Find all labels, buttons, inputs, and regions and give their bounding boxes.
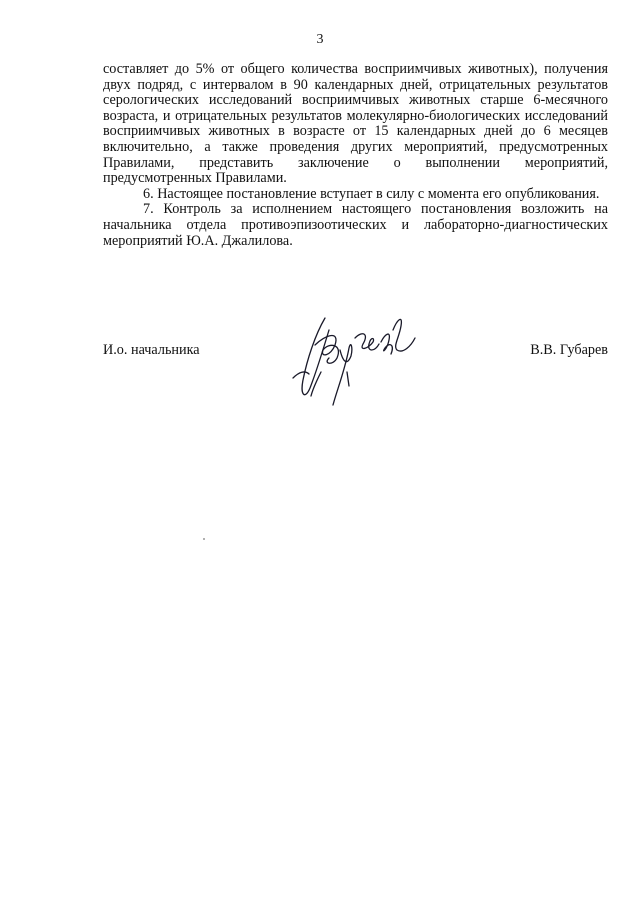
signatory-name: В.В. Губарев: [530, 342, 608, 358]
scan-artifact: [203, 538, 205, 540]
document-body: [103, 62, 608, 249]
handwritten-signature: [285, 300, 425, 415]
paragraph-continuation: составляет до 5% от общего количества восприимчивых животных), получения двух подряд, с интервалом в 90 календарных дней, отрицательных результатов серологических исследований восприимчивых животных старше 6-месячного возраста, и отрицательных результатов молекулярно-биологических исследований восприимчивых животных в возрасте от 15 календарных дней до 6 месяцев включительно, а также проведения других мероприятий, предусмотренных Правилами, представить заключение о выполнении мероприятий, предусмотренных Правилами.: [103, 61, 608, 187]
signatory-title: И.о. начальника: [103, 342, 200, 358]
page-number: 3: [316, 32, 324, 47]
paragraph-7: 7. Контроль за исполнением настоящего постановления возложить на начальника отдела противоэпизоотических и лабораторно-диагностических мероприятий Ю.А. Джалилова.: [103, 201, 608, 249]
paragraph-6: 6. Настоящее постановление вступает в силу с момента его опубликования.: [143, 185, 600, 202]
